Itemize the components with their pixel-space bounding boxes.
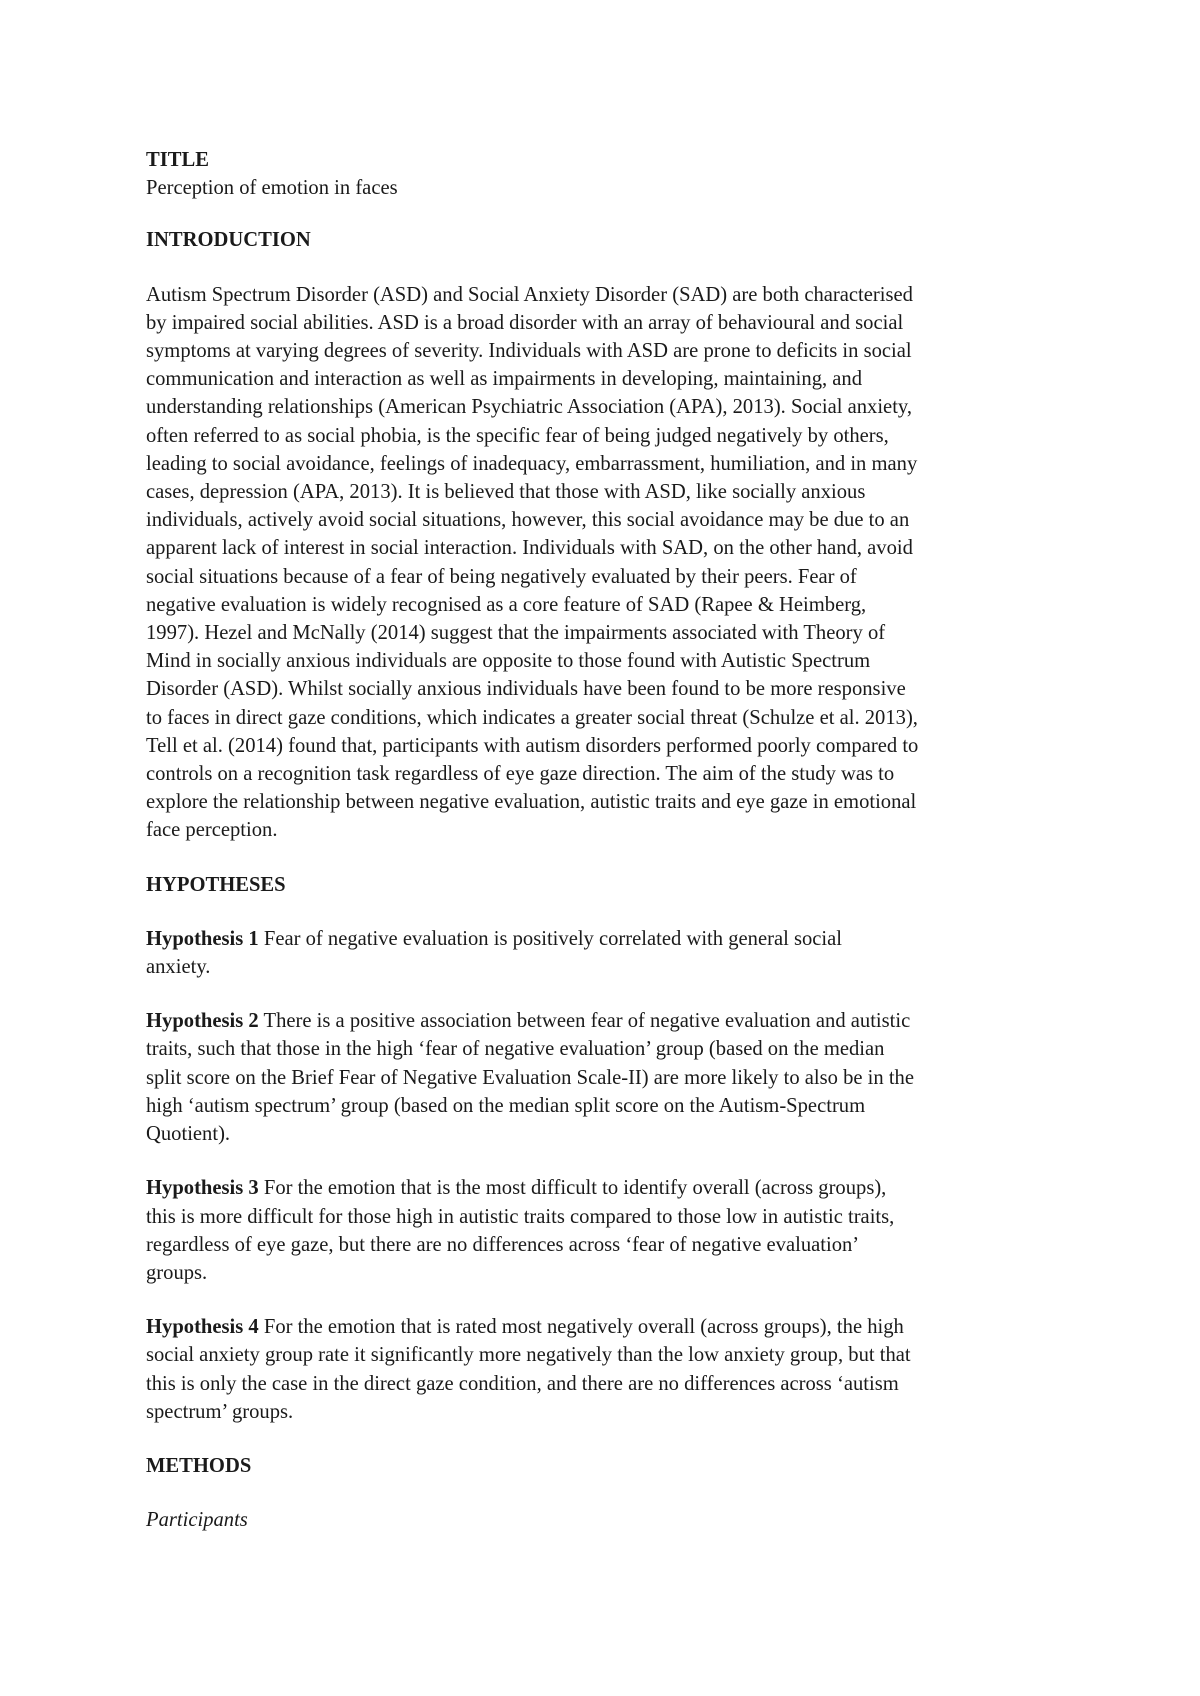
hypothesis-label: Hypothesis 4 bbox=[146, 1316, 259, 1339]
intro-line: Autism Spectrum Disorder (ASD) and Social Anxiety Disorder (SAD) are both characterised bbox=[146, 283, 913, 306]
intro-line: by impaired social abilities. ASD is a broad disorder with an array of behavioural and social bbox=[146, 311, 904, 334]
hypothesis-line bbox=[146, 925, 1066, 953]
hypothesis-3 bbox=[146, 1174, 1066, 1287]
hypothesis-label: Hypothesis 1 bbox=[146, 927, 259, 950]
intro-line: Mind in socially anxious individuals are opposite to those found with Autistic Spectrum bbox=[146, 650, 871, 673]
hypothesis-line: groups. bbox=[146, 1261, 208, 1284]
intro-line: face perception. bbox=[146, 819, 278, 842]
title-text: Perception of emotion in faces bbox=[146, 177, 398, 200]
hypothesis-line: split score on the Brief Fear of Negative Evaluation Scale-II) are more likely to also be in the bbox=[146, 1066, 914, 1089]
hypothesis-line bbox=[146, 1007, 1066, 1035]
introduction-paragraph bbox=[146, 281, 1066, 845]
intro-line: individuals, actively avoid social situations, however, this social avoidance may be due to an bbox=[146, 509, 910, 532]
hypothesis-line: regardless of eye gaze, but there are no differences across ‘fear of negative evaluation’ bbox=[146, 1233, 860, 1256]
hypothesis-text: For the emotion that is the most difficult to identify overall (across groups), bbox=[258, 1177, 887, 1200]
hypothesis-text: Fear of negative evaluation is positively correlated with general social bbox=[258, 927, 843, 950]
intro-line: negative evaluation is widely recognised as a core feature of SAD (Rapee & Heimberg, bbox=[146, 593, 867, 616]
hypothesis-line bbox=[146, 1313, 1066, 1341]
hypothesis-text: There is a positive association between fear of negative evaluation and autistic bbox=[258, 1010, 911, 1033]
hypothesis-4 bbox=[146, 1313, 1066, 1426]
intro-line: leading to social avoidance, feelings of inadequacy, embarrassment, humiliation, and in many bbox=[146, 452, 918, 475]
intro-line: understanding relationships (American Psychiatric Association (APA), 2013). Social anxiety, bbox=[146, 396, 913, 419]
introduction-heading: INTRODUCTION bbox=[146, 229, 311, 252]
hypothesis-line: traits, such that those in the high ‘fear of negative evaluation’ group (based on the median bbox=[146, 1038, 885, 1061]
hypothesis-label: Hypothesis 3 bbox=[146, 1177, 259, 1200]
hypotheses-heading: HYPOTHESES bbox=[146, 873, 286, 896]
hypothesis-line: this is more difficult for those high in autistic traits compared to those low in autistic traits, bbox=[146, 1205, 895, 1228]
title-heading: TITLE bbox=[146, 149, 209, 171]
hypothesis-line: spectrum’ groups. bbox=[146, 1400, 294, 1423]
hypothesis-line: Quotient). bbox=[146, 1123, 231, 1146]
participants-subheading: Participants bbox=[146, 1509, 248, 1532]
hypothesis-1 bbox=[146, 925, 1066, 981]
intro-line: apparent lack of interest in social interaction. Individuals with SAD, on the other hand, avoid bbox=[146, 537, 913, 560]
hypothesis-label: Hypothesis 2 bbox=[146, 1010, 259, 1033]
intro-line: communication and interaction as well as impairments in developing, maintaining, and bbox=[146, 368, 863, 391]
hypothesis-line: high ‘autism spectrum’ group (based on the median split score on the Autism-Spectrum bbox=[146, 1094, 866, 1117]
intro-line: Tell et al. (2014) found that, participants with autism disorders performed poorly compared to bbox=[146, 734, 919, 757]
document-page bbox=[146, 146, 1066, 1534]
intro-line: social situations because of a fear of being negatively evaluated by their peers. Fear of bbox=[146, 565, 857, 588]
intro-line: often referred to as social phobia, is the specific fear of being judged negatively by others, bbox=[146, 424, 889, 447]
hypothesis-line bbox=[146, 1174, 1066, 1202]
intro-line: explore the relationship between negative evaluation, autistic traits and eye gaze in emotional bbox=[146, 791, 917, 814]
hypothesis-line: this is only the case in the direct gaze condition, and there are no differences across ‘autism bbox=[146, 1372, 899, 1395]
methods-heading: METHODS bbox=[146, 1454, 252, 1477]
intro-line: symptoms at varying degrees of severity. Individuals with ASD are prone to deficits in social bbox=[146, 340, 912, 363]
intro-line: controls on a recognition task regardless of eye gaze direction. The aim of the study was to bbox=[146, 763, 895, 786]
hypothesis-text: For the emotion that is rated most negatively overall (across groups), the high bbox=[258, 1316, 904, 1339]
intro-line: cases, depression (APA, 2013). It is believed that those with ASD, like socially anxious bbox=[146, 481, 866, 504]
hypothesis-line: anxiety. bbox=[146, 956, 211, 979]
hypothesis-2 bbox=[146, 1007, 1066, 1148]
intro-line: to faces in direct gaze conditions, which indicates a greater social threat (Schulze et al. 2013), bbox=[146, 706, 918, 729]
hypothesis-line: social anxiety group rate it significantly more negatively than the low anxiety group, but that bbox=[146, 1344, 911, 1367]
intro-line: 1997). Hezel and McNally (2014) suggest that the impairments associated with Theory of bbox=[146, 622, 886, 645]
intro-line: Disorder (ASD). Whilst socially anxious individuals have been found to be more responsive bbox=[146, 678, 906, 701]
